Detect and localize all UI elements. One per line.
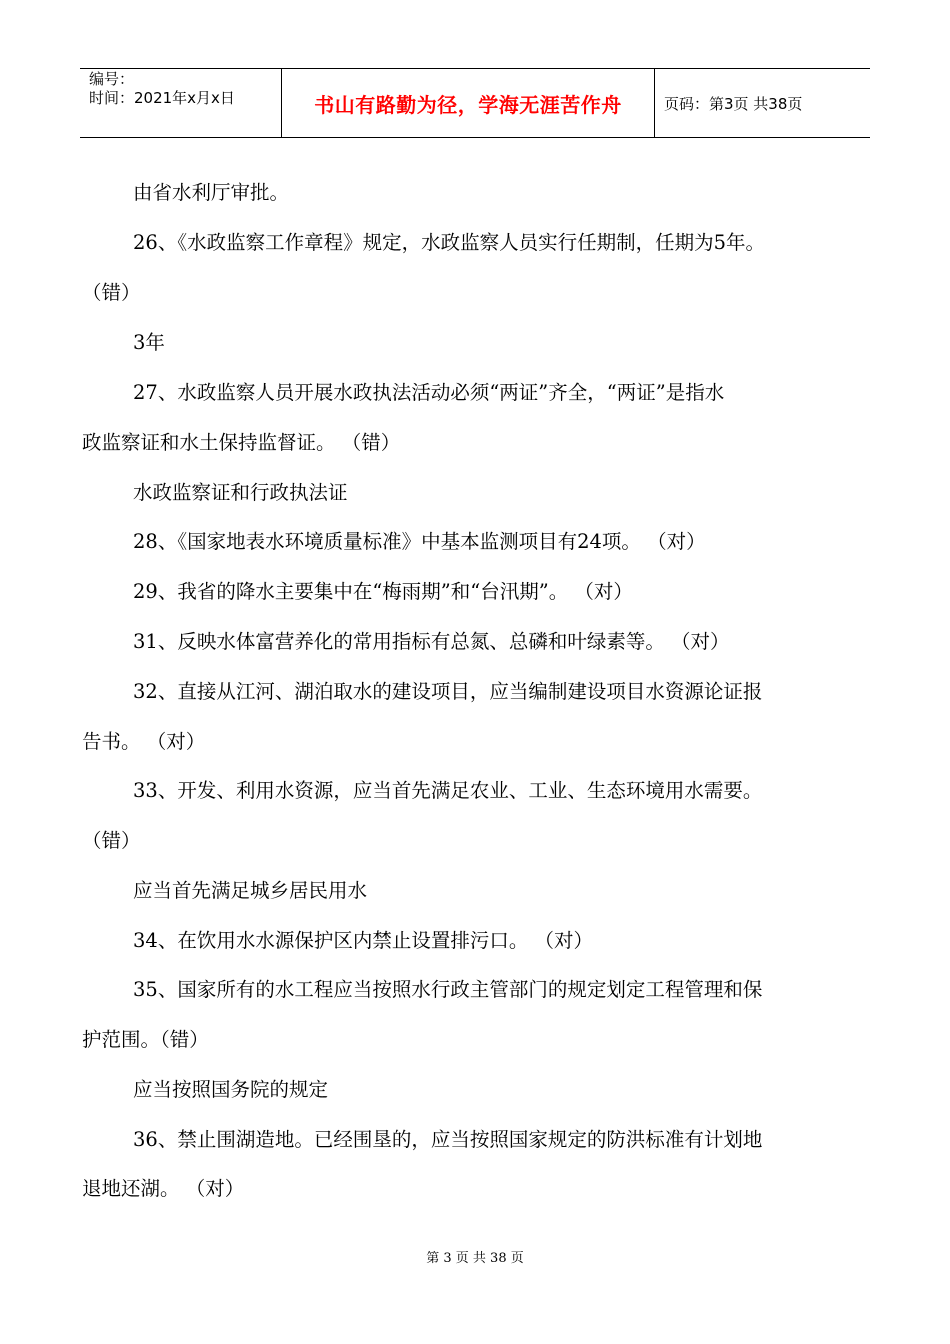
text-line: 35、国家所有的水工程应当按照水行政主管部门的规定划定工程管理和保: [133, 978, 763, 1001]
text-line: 31、反映水体富营养化的常用指标有总氮、总磷和叶绿素等。 （对）: [133, 630, 730, 653]
text-line: （错）: [82, 829, 141, 852]
document-number-label: 编号：: [89, 70, 135, 88]
text-line: 36、禁止围湖造地。已经围垦的，应当按照国家规定的防洪标准有计划地: [133, 1128, 763, 1151]
header-page-info: 页码：第3页 共38页: [664, 94, 803, 113]
page-footer: 第 3 页 共 38 页: [426, 1251, 524, 1266]
text-line: 26、《水政监察工作章程》规定，水政监察人员实行任期制，任期为5年。: [133, 231, 765, 254]
text-line: 32、直接从江河、湖泊取水的建设项目，应当编制建设项目水资源论证报: [133, 680, 763, 703]
text-line: 退地还湖。 （对）: [82, 1177, 245, 1200]
text-line: （错）: [82, 281, 141, 304]
text-line: 由省水利厅审批。: [133, 181, 290, 204]
text-line: 27、水政监察人员开展水政执法活动必须“两证”齐全，“两证”是指水: [133, 381, 725, 404]
text-line: 护范围。（错）: [82, 1028, 209, 1051]
text-line: 政监察证和水土保持监督证。 （错）: [82, 431, 401, 454]
text-line: 水政监察证和行政执法证: [133, 481, 348, 504]
text-line: 3年: [133, 331, 165, 354]
page-header: [80, 68, 870, 138]
text-line: 29、我省的降水主要集中在“梅雨期”和“台汛期”。 （对）: [133, 580, 633, 603]
text-line: 34、在饮用水水源保护区内禁止设置排污口。 （对）: [133, 929, 594, 952]
text-line: 28、《国家地表水环境质量标准》中基本监测项目有24项。 （对）: [133, 530, 706, 553]
document-date-label: 时间：2021年x月x日: [89, 89, 235, 107]
text-line: 应当按照国务院的规定: [133, 1078, 329, 1101]
header-motto: 书山有路勤为径，学海无涯苦作舟: [281, 69, 655, 137]
text-line: 应当首先满足城乡居民用水: [133, 879, 368, 902]
header-meta: [80, 69, 281, 137]
text-line: 33、开发、利用水资源，应当首先满足农业、工业、生态环境用水需要。: [133, 779, 763, 802]
text-line: 告书。 （对）: [82, 730, 206, 753]
